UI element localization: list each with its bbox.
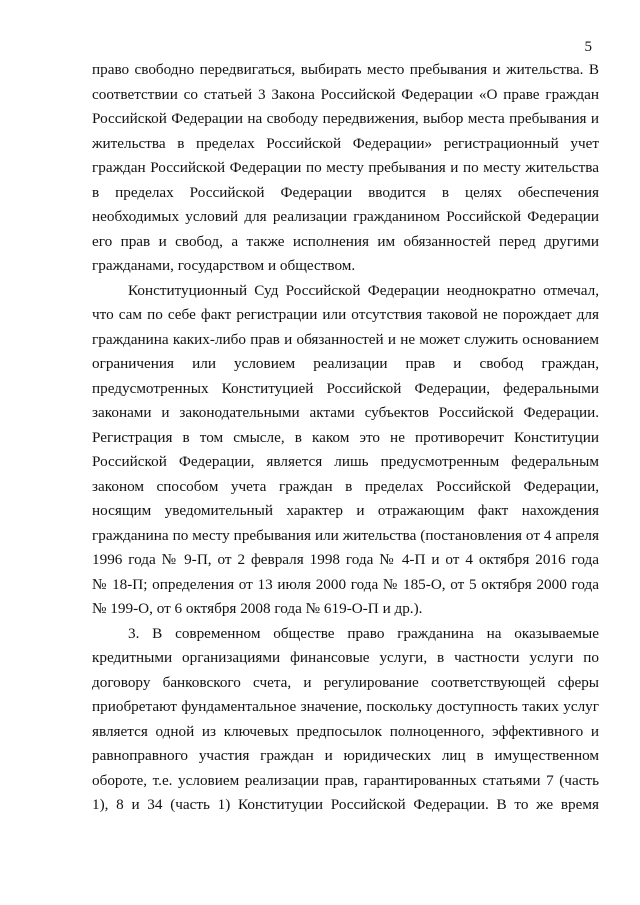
text-line: № 199-О, от 6 октября 2008 года № 619-О-П и др.). <box>92 600 423 617</box>
text-line: равноправного участия граждан и юридических лиц в имущественном <box>92 747 599 764</box>
page-number: 5 <box>584 39 592 55</box>
text-line: приобретают фундаментальное значение, поскольку доступность таких услуг <box>92 698 599 715</box>
text-line: гражданами, государством и обществом. <box>92 257 356 274</box>
text-line: жительства в пределах Российской Федерации» регистрационный учет <box>92 134 599 152</box>
text-line: что сам по себе факт регистрации или отсутствия таковой не порождает для <box>92 306 599 323</box>
body-text <box>92 58 599 818</box>
text-line: ограничения или условием реализации прав и свобод граждан, <box>92 355 599 372</box>
text-line: носящим уведомительный характер и отражающим факт нахождения <box>92 502 599 519</box>
text-line: гражданина по месту пребывания или жительства (постановления от 4 апреля <box>92 526 599 544</box>
text-line: его прав и свобод, а также исполнения им обязанностей перед другими <box>92 232 599 250</box>
text-line: 3. В современном обществе право гражданина на оказываемые <box>128 624 599 642</box>
text-line: договору банковского счета, и регулирование соответствующей сферы <box>92 673 599 691</box>
text-line: Конституционный Суд Российской Федерации неоднократно отмечал, <box>128 281 599 299</box>
text-line: Российской Федерации, является лишь предусмотренным федеральным <box>92 453 599 470</box>
text-line: законом способом учета граждан в пределах Российской Федерации, <box>92 477 599 495</box>
text-line: является одной из ключевых предпосылок полноценного, эффективного и <box>92 722 599 740</box>
text-line: кредитными организациями финансовые услуги, в частности услуги по <box>92 649 599 666</box>
text-line: 1), 8 и 34 (часть 1) Конституции Российской Федерации. В то же время <box>92 796 599 813</box>
text-line: соответствии со статьей 3 Закона Российской Федерации «О праве граждан <box>92 85 599 103</box>
text-line: граждан Российской Федерации по месту пребывания и по месту жительства <box>92 159 599 176</box>
text-line: 1996 года № 9-П, от 2 февраля 1998 года № 4-П и от 4 октября 2016 года <box>92 551 599 568</box>
text-line: Российской Федерации на свободу передвижения, выбор места пребывания и <box>92 110 599 127</box>
text-line: законами и законодательными актами субъектов Российской Федерации. <box>92 404 599 421</box>
text-line: необходимых условий для реализации гражданином Российской Федерации <box>92 208 599 225</box>
text-line: обороте, т.е. условием реализации прав, гарантированных статьями 7 (часть <box>92 771 599 789</box>
text-line: Регистрация в том смысле, в каком это не противоречит Конституции <box>92 428 599 446</box>
text-line: гражданина каких-либо прав и обязанностей и не может служить основанием <box>92 330 599 348</box>
text-line: право свободно передвигаться, выбирать место пребывания и жительства. В <box>92 61 599 78</box>
text-line: предусмотренных Конституцией Российской Федерации, федеральными <box>92 379 599 397</box>
text-line: в пределах Российской Федерации вводится в целях обеспечения <box>92 183 599 201</box>
text-line: № 18-П; определения от 13 июля 2000 года № 185-О, от 5 октября 2000 года <box>92 575 599 593</box>
